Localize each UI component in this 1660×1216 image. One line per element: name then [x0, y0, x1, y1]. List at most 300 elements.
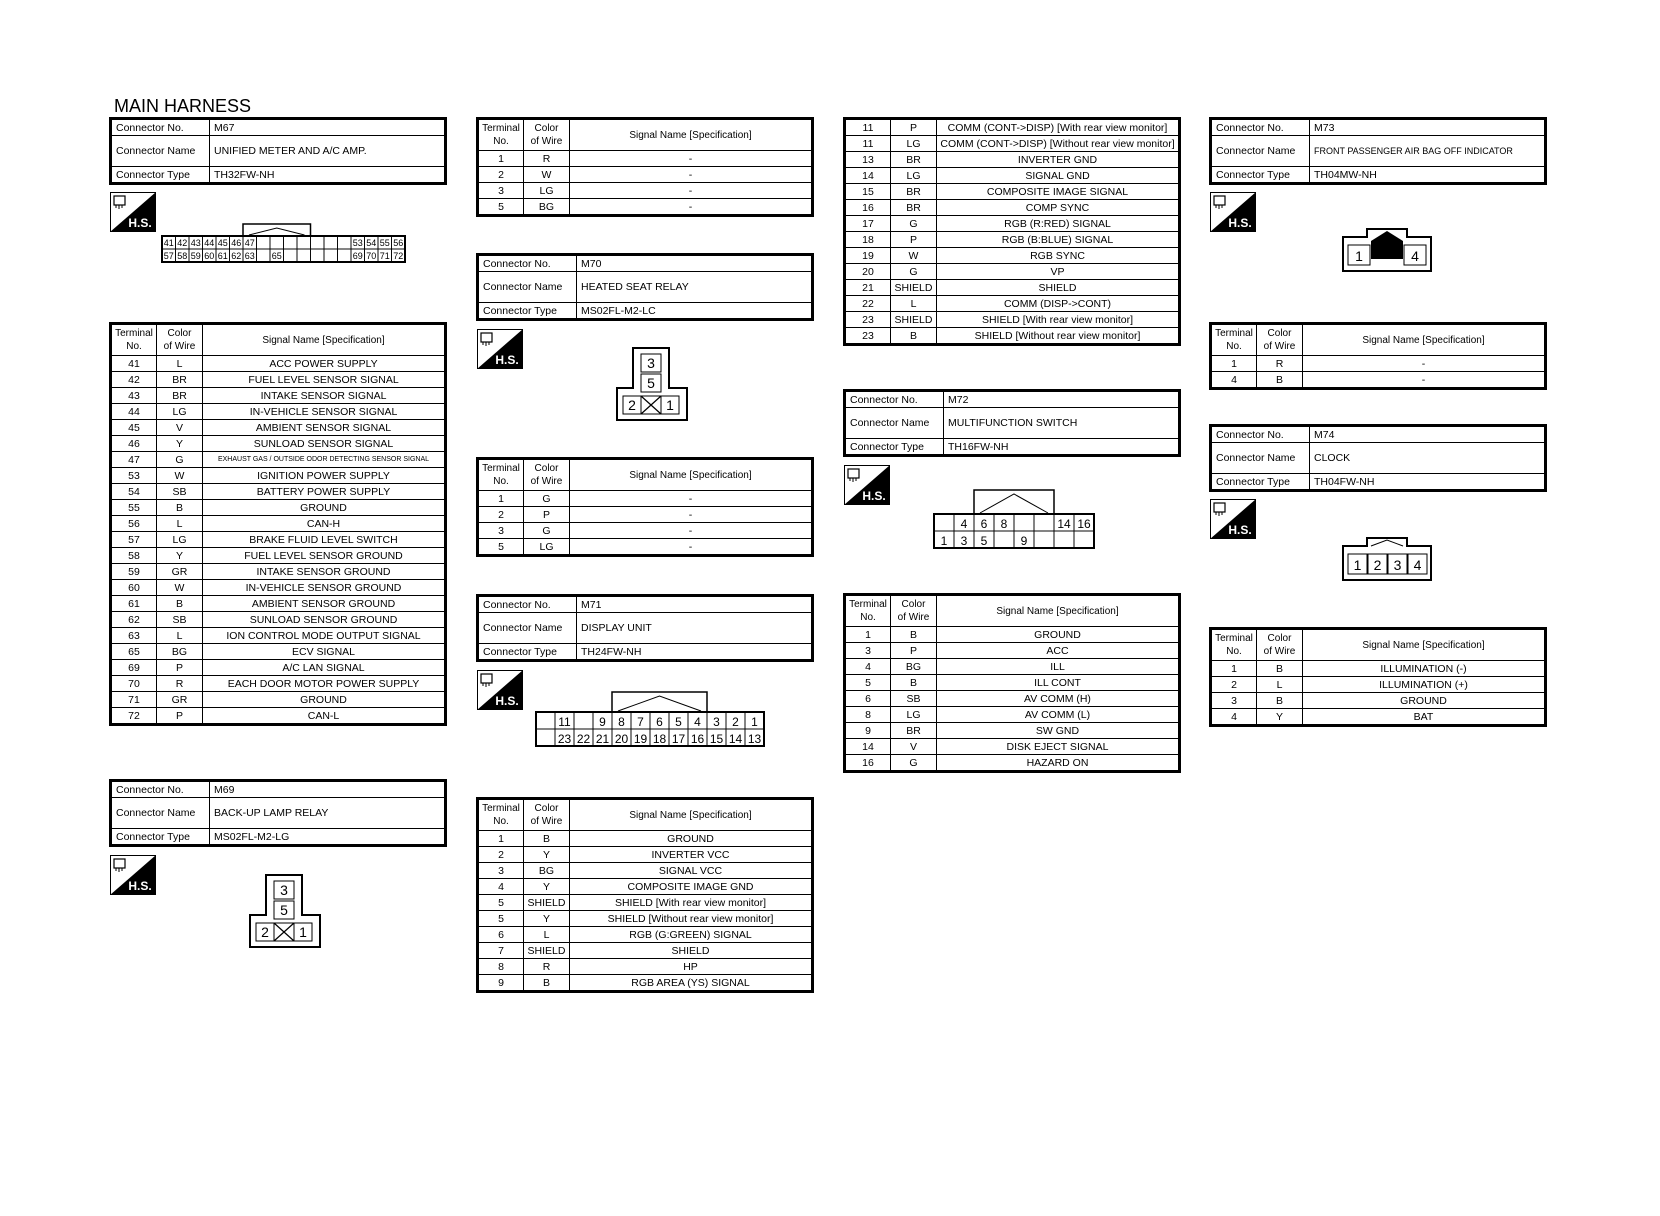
- pin-number: 13: [747, 732, 762, 746]
- terminal-no: 72: [111, 708, 157, 725]
- table-row: [478, 523, 813, 539]
- pin-number: 14: [728, 732, 743, 746]
- terminal-no: 4: [478, 879, 524, 895]
- pin-number: 63: [244, 251, 255, 261]
- signal-name: -: [1303, 372, 1546, 389]
- wire-color: G: [524, 491, 570, 507]
- signal-name: SHIELD: [570, 943, 813, 959]
- wire-color: LG: [524, 539, 570, 556]
- signal-name: DISK EJECT SIGNAL: [937, 739, 1180, 755]
- signal-name: FUEL LEVEL SENSOR GROUND: [203, 548, 446, 564]
- table-row: [111, 644, 446, 660]
- signal-name: SIGNAL VCC: [570, 863, 813, 879]
- table-row: [478, 943, 813, 959]
- wire-color: B: [524, 975, 570, 992]
- connector-no-value: M72: [944, 391, 1180, 408]
- signal-name: IN-VEHICLE SENSOR SIGNAL: [203, 404, 446, 420]
- terminal-no: 63: [111, 628, 157, 644]
- table-row: [111, 356, 446, 372]
- table-row: [845, 627, 1180, 643]
- connector-glyph: [1214, 196, 1225, 205]
- wire-color: SHIELD: [524, 895, 570, 911]
- wire-color: SHIELD: [891, 280, 937, 296]
- pin-number: 71: [379, 251, 390, 261]
- pin-number: 16: [1077, 517, 1091, 531]
- wire-color: BG: [891, 659, 937, 675]
- pin-number: 2: [628, 397, 636, 413]
- table-row: [111, 404, 446, 420]
- m70-pin-table: [476, 457, 814, 557]
- wire-color: Y: [1257, 709, 1303, 726]
- wire-color: G: [157, 452, 203, 468]
- connector-name-label: Connector Name: [478, 613, 577, 644]
- table-row: [111, 388, 446, 404]
- terminal-no: 5: [478, 199, 524, 216]
- wire-color: R: [524, 151, 570, 167]
- terminal-no-header: Terminal No.: [1211, 629, 1257, 661]
- signal-name: COMPOSITE IMAGE GND: [570, 879, 813, 895]
- wire-color: W: [524, 167, 570, 183]
- pin-number: 43: [190, 238, 201, 248]
- terminal-no: 55: [111, 500, 157, 516]
- table-row: [478, 539, 813, 556]
- terminal-no: 57: [111, 532, 157, 548]
- signal-name: INVERTER GND: [937, 152, 1180, 168]
- wire-color: GR: [157, 564, 203, 580]
- wire-color: Y: [524, 847, 570, 863]
- terminal-no: 6: [845, 691, 891, 707]
- signal-name: SHIELD [With rear view monitor]: [937, 312, 1180, 328]
- signal-name: ILL CONT: [937, 675, 1180, 691]
- signal-name: GROUND: [570, 831, 813, 847]
- terminal-no: 11: [845, 136, 891, 152]
- signal-name: -: [570, 183, 813, 199]
- color-of-wire-header: Color of Wire: [524, 119, 570, 151]
- signal-name: EXHAUST GAS / OUTSIDE ODOR DETECTING SENSOR SIGNAL: [203, 452, 446, 468]
- connector-no-value: M74: [1310, 426, 1546, 443]
- pin-number: 2: [261, 924, 269, 940]
- wire-color: BR: [891, 200, 937, 216]
- terminal-no: 19: [845, 248, 891, 264]
- wire-color: R: [157, 676, 203, 692]
- pin-number: 7: [637, 715, 644, 729]
- terminal-no: 1: [478, 831, 524, 847]
- signal-name: CAN-H: [203, 516, 446, 532]
- signal-name: -: [570, 151, 813, 167]
- pin-number: 19: [633, 732, 648, 746]
- signal-name: INVERTER VCC: [570, 847, 813, 863]
- pin-number: 3: [1393, 557, 1402, 573]
- signal-name: INTAKE SENSOR GROUND: [203, 564, 446, 580]
- signal-name: SHIELD: [937, 280, 1180, 296]
- pin-number: 9: [1020, 534, 1028, 548]
- table-row: [845, 232, 1180, 248]
- terminal-no: 59: [111, 564, 157, 580]
- connector-no-label: Connector No.: [478, 255, 577, 272]
- wire-color: SHIELD: [891, 312, 937, 328]
- pin-number: 3: [713, 715, 720, 729]
- table-row: [111, 452, 446, 468]
- wire-color: P: [891, 119, 937, 136]
- terminal-no-header: Terminal No.: [1211, 324, 1257, 356]
- terminal-no: 23: [845, 312, 891, 328]
- terminal-no: 8: [478, 959, 524, 975]
- connector-no-label: Connector No.: [1211, 119, 1310, 136]
- table-row: [845, 755, 1180, 772]
- table-row: [111, 580, 446, 596]
- wire-color: B: [157, 500, 203, 516]
- hs-icon: [477, 329, 523, 369]
- signal-name: -: [570, 507, 813, 523]
- signal-name: COMPOSITE IMAGE SIGNAL: [937, 184, 1180, 200]
- signal-name: GROUND: [203, 692, 446, 708]
- hs-label: H.S.: [862, 489, 886, 503]
- hs-icon: [1210, 499, 1256, 539]
- table-row: [845, 119, 1180, 136]
- pin-number: 1: [751, 715, 758, 729]
- wire-color: SB: [157, 612, 203, 628]
- wire-color: L: [157, 356, 203, 372]
- m69-connector-face: [248, 873, 322, 949]
- hs-icon: [1210, 192, 1256, 232]
- terminal-no: 60: [111, 580, 157, 596]
- table-row: [845, 707, 1180, 723]
- wire-color: P: [157, 660, 203, 676]
- table-row: [1211, 709, 1546, 726]
- terminal-no: 17: [845, 216, 891, 232]
- pin-number: 6: [656, 715, 663, 729]
- wire-color: LG: [891, 168, 937, 184]
- table-row: [1211, 661, 1546, 677]
- table-row: [478, 183, 813, 199]
- m70-info-table: [476, 253, 814, 321]
- table-row: [111, 468, 446, 484]
- wire-color: W: [891, 248, 937, 264]
- m67-pin-table: [109, 322, 447, 726]
- signal-name: -: [570, 539, 813, 556]
- pin-number: 1: [1353, 557, 1362, 573]
- connector-type-value: MS02FL-M2-LG: [210, 829, 446, 846]
- connector-name-value: BACK-UP LAMP RELAY: [210, 798, 446, 829]
- connector-no-value: M67: [210, 119, 446, 136]
- hs-badge-graphic: [1210, 192, 1256, 232]
- pin-number: 58: [177, 251, 188, 261]
- signal-name: ACC POWER SUPPLY: [203, 356, 446, 372]
- signal-name: SHIELD [Without rear view monitor]: [937, 328, 1180, 345]
- signal-name: RGB AREA (YS) SIGNAL: [570, 975, 813, 992]
- table-row: [478, 507, 813, 523]
- pin-number: 41: [163, 238, 174, 248]
- terminal-no-header: Terminal No.: [478, 119, 524, 151]
- terminal-no: 11: [845, 119, 891, 136]
- hs-label: H.S.: [128, 879, 152, 893]
- terminal-no: 4: [1211, 709, 1257, 726]
- terminal-no: 9: [478, 975, 524, 992]
- wire-color: B: [891, 328, 937, 345]
- signal-name: EACH DOOR MOTOR POWER SUPPLY: [203, 676, 446, 692]
- table-row: [478, 895, 813, 911]
- connector-name-value: DISPLAY UNIT: [577, 613, 813, 644]
- terminal-no: 20: [845, 264, 891, 280]
- table-row: [111, 532, 446, 548]
- pin-number: 56: [393, 238, 404, 248]
- signal-name: RGB (B:BLUE) SIGNAL: [937, 232, 1180, 248]
- terminal-no: 58: [111, 548, 157, 564]
- signal-name: HP: [570, 959, 813, 975]
- connector-no-label: Connector No.: [111, 119, 210, 136]
- terminal-no: 3: [1211, 693, 1257, 709]
- terminal-no: 65: [111, 644, 157, 660]
- signal-name: COMM (CONT->DISP) [With rear view monitor]: [937, 119, 1180, 136]
- wire-color: BR: [157, 372, 203, 388]
- table-row: [478, 975, 813, 992]
- terminal-no: 70: [111, 676, 157, 692]
- pin-number: 3: [960, 534, 968, 548]
- wire-color: BG: [524, 199, 570, 216]
- connector-type-label: Connector Type: [845, 439, 944, 456]
- table-row: [111, 612, 446, 628]
- table-row: [845, 248, 1180, 264]
- pin-number: 60: [204, 251, 215, 261]
- signal-name: SIGNAL GND: [937, 168, 1180, 184]
- signal-name: -: [570, 491, 813, 507]
- signal-name: BATTERY POWER SUPPLY: [203, 484, 446, 500]
- signal-name: -: [1303, 356, 1546, 372]
- terminal-no: 15: [845, 184, 891, 200]
- pin-number: 42: [177, 238, 188, 248]
- signal-name: COMP SYNC: [937, 200, 1180, 216]
- connector-name-value: HEATED SEAT RELAY: [577, 272, 813, 303]
- pin-number: 57: [163, 251, 174, 261]
- table-row: [845, 280, 1180, 296]
- hs-label: H.S.: [495, 694, 519, 708]
- pin-number: 61: [217, 251, 228, 261]
- table-row: [478, 959, 813, 975]
- hs-icon: [110, 192, 156, 232]
- signal-name-header: Signal Name [Specification]: [1303, 629, 1546, 661]
- connector-glyph: [481, 674, 492, 683]
- terminal-no: 3: [478, 863, 524, 879]
- signal-name: RGB SYNC: [937, 248, 1180, 264]
- pin-number: 1: [1355, 248, 1363, 264]
- terminal-no: 71: [111, 692, 157, 708]
- wire-color: V: [891, 739, 937, 755]
- signal-name-header: Signal Name [Specification]: [937, 595, 1180, 627]
- table-row: [845, 216, 1180, 232]
- m74-connector-face: [1339, 532, 1435, 584]
- color-of-wire-header: Color of Wire: [524, 799, 570, 831]
- connector-type-value: TH24FW-NH: [577, 644, 813, 661]
- signal-name: CAN-L: [203, 708, 446, 725]
- m73-info-table: [1209, 117, 1547, 185]
- signal-name: SHIELD [With rear view monitor]: [570, 895, 813, 911]
- connector-name-label: Connector Name: [111, 136, 210, 167]
- terminal-no: 1: [478, 491, 524, 507]
- wire-color: G: [891, 264, 937, 280]
- table-row: [845, 152, 1180, 168]
- pin-number: 3: [280, 882, 288, 898]
- m71-info-table: [476, 594, 814, 662]
- terminal-no: 2: [478, 507, 524, 523]
- wire-color: P: [524, 507, 570, 523]
- terminal-no: 41: [111, 356, 157, 372]
- wire-color: W: [157, 468, 203, 484]
- connector-type-value: TH16FW-NH: [944, 439, 1180, 456]
- table-row: [845, 691, 1180, 707]
- table-row: [845, 739, 1180, 755]
- signal-name: -: [570, 199, 813, 216]
- signal-name-header: Signal Name [Specification]: [570, 799, 813, 831]
- table-row: [111, 372, 446, 388]
- table-row: [478, 199, 813, 216]
- wire-color: SHIELD: [524, 943, 570, 959]
- table-row: [845, 200, 1180, 216]
- table-row: [845, 168, 1180, 184]
- pin-number: 21: [595, 732, 610, 746]
- pin-number: 1: [666, 397, 674, 413]
- terminal-no: 43: [111, 388, 157, 404]
- pin-number: 2: [1373, 557, 1382, 573]
- wire-color: GR: [157, 692, 203, 708]
- pin-number: 5: [647, 375, 655, 391]
- wire-color: R: [524, 959, 570, 975]
- pin-number: 3: [647, 355, 655, 371]
- wire-color: L: [157, 628, 203, 644]
- pin-number: 18: [652, 732, 667, 746]
- signal-name: -: [570, 523, 813, 539]
- terminal-no: 56: [111, 516, 157, 532]
- terminal-no: 2: [478, 167, 524, 183]
- wire-color: SB: [157, 484, 203, 500]
- table-row: [111, 596, 446, 612]
- table-row: [478, 151, 813, 167]
- wire-color: BG: [157, 644, 203, 660]
- connector-type-value: TH04MW-NH: [1310, 167, 1546, 184]
- wire-color: P: [891, 643, 937, 659]
- terminal-no: 5: [478, 895, 524, 911]
- wire-color: G: [524, 523, 570, 539]
- signal-name: SHIELD [Without rear view monitor]: [570, 911, 813, 927]
- pin-number: 16: [690, 732, 705, 746]
- pin-number: 17: [671, 732, 686, 746]
- hs-icon: [110, 855, 156, 895]
- connector-name-value: MULTIFUNCTION SWITCH: [944, 408, 1180, 439]
- connector-glyph: [114, 196, 125, 205]
- connector-type-label: Connector Type: [1211, 167, 1310, 184]
- connector-type-label: Connector Type: [478, 644, 577, 661]
- terminal-no-header: Terminal No.: [111, 324, 157, 356]
- table-row: [845, 675, 1180, 691]
- m72-connector-face: [932, 488, 1104, 554]
- terminal-no: 9: [845, 723, 891, 739]
- pin-number: 1: [299, 924, 307, 940]
- wire-color: BR: [891, 184, 937, 200]
- signal-name: -: [570, 167, 813, 183]
- pin-number: 69: [352, 251, 363, 261]
- m71-connector-face: [534, 690, 772, 752]
- table-row: [111, 676, 446, 692]
- connector-type-value: MS02FL-M2-LC: [577, 303, 813, 320]
- terminal-no: 3: [478, 523, 524, 539]
- connector-type-label: Connector Type: [1211, 474, 1310, 491]
- signal-name: ION CONTROL MODE OUTPUT SIGNAL: [203, 628, 446, 644]
- connector-no-value: M70: [577, 255, 813, 272]
- hs-badge-graphic: [844, 465, 890, 505]
- signal-name: SUNLOAD SENSOR GROUND: [203, 612, 446, 628]
- signal-name: FUEL LEVEL SENSOR SIGNAL: [203, 372, 446, 388]
- terminal-no: 5: [478, 539, 524, 556]
- m72-pin-table: [843, 593, 1181, 773]
- terminal-no: 54: [111, 484, 157, 500]
- signal-name: AMBIENT SENSOR SIGNAL: [203, 420, 446, 436]
- pin-number: 22: [576, 732, 591, 746]
- pin-number: 72: [393, 251, 404, 261]
- hs-badge-graphic: [477, 670, 523, 710]
- wire-color: L: [157, 516, 203, 532]
- table-row: [478, 847, 813, 863]
- connector-name-label: Connector Name: [478, 272, 577, 303]
- table-row: [111, 628, 446, 644]
- connector-name-value: UNIFIED METER AND A/C AMP.: [210, 136, 446, 167]
- color-of-wire-header: Color of Wire: [891, 595, 937, 627]
- signal-name: HAZARD ON: [937, 755, 1180, 772]
- color-of-wire-header: Color of Wire: [1257, 324, 1303, 356]
- connector-name-label: Connector Name: [845, 408, 944, 439]
- table-row: [478, 491, 813, 507]
- pin-number: 4: [1413, 557, 1422, 573]
- wire-color: B: [1257, 661, 1303, 677]
- terminal-no-header: Terminal No.: [478, 459, 524, 491]
- signal-name: RGB (R:RED) SIGNAL: [937, 216, 1180, 232]
- terminal-no: 22: [845, 296, 891, 312]
- pin-number: 8: [618, 715, 625, 729]
- pin-number: 54: [366, 238, 377, 248]
- hs-label: H.S.: [1228, 216, 1252, 230]
- terminal-no: 8: [845, 707, 891, 723]
- pin-number: 59: [190, 251, 201, 261]
- m67-connector-face: [160, 222, 408, 274]
- terminal-no: 18: [845, 232, 891, 248]
- pin-number: 4: [694, 715, 701, 729]
- table-row: [1211, 677, 1546, 693]
- signal-name: IN-VEHICLE SENSOR GROUND: [203, 580, 446, 596]
- connector-glyph: [481, 333, 492, 342]
- wire-color: Y: [157, 436, 203, 452]
- signal-name: GROUND: [1303, 693, 1546, 709]
- table-row: [1211, 693, 1546, 709]
- pin-number: 45: [217, 238, 228, 248]
- table-row: [478, 863, 813, 879]
- m73-pin-table: [1209, 322, 1547, 390]
- terminal-no: 21: [845, 280, 891, 296]
- hs-badge-graphic: [110, 855, 156, 895]
- terminal-no: 14: [845, 168, 891, 184]
- hs-badge-graphic: [110, 192, 156, 232]
- table-row: [111, 484, 446, 500]
- wire-color: Y: [524, 879, 570, 895]
- table-row: [845, 643, 1180, 659]
- m73-connector-face: [1339, 223, 1435, 275]
- table-row: [845, 312, 1180, 328]
- connector-name-label: Connector Name: [1211, 136, 1310, 167]
- signal-name: VP: [937, 264, 1180, 280]
- table-row: [478, 879, 813, 895]
- wire-color: P: [157, 708, 203, 725]
- table-row: [1211, 356, 1546, 372]
- table-row: [478, 927, 813, 943]
- table-row: [845, 328, 1180, 345]
- hs-badge-graphic: [1210, 499, 1256, 539]
